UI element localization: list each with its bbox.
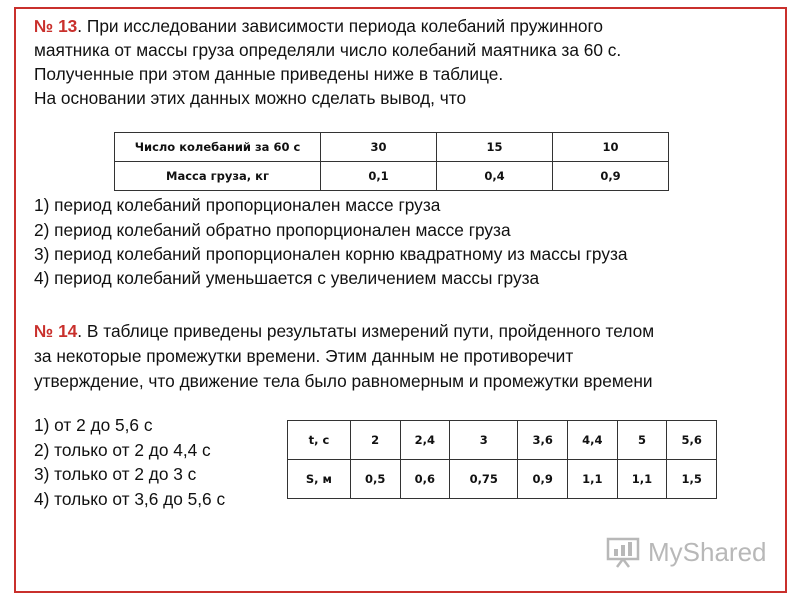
- table-row: [115, 162, 669, 191]
- q14-option-4: 4) только от 3,6 до 5,6 с: [34, 489, 226, 509]
- q13-option-3: 3) период колебаний пропорционален корню квадратному из массы груза: [34, 244, 628, 264]
- q14-data-table: [287, 420, 717, 499]
- table-cell: 1,1: [617, 460, 667, 499]
- table-cell: 4,4: [568, 421, 618, 460]
- myshared-watermark: [606, 536, 767, 568]
- table-cell: 3,6: [518, 421, 568, 460]
- table-cell: 0,9: [518, 460, 568, 499]
- q13-line-2: маятника от массы груза определяли число колебаний маятника за 60 с.: [34, 40, 622, 60]
- table-cell: 0,4: [437, 162, 553, 191]
- q13-data-table: [114, 132, 669, 191]
- table-cell: 0,5: [350, 460, 400, 499]
- q14-line-2: за некоторые промежутки времени. Этим данным не противоречит: [34, 346, 574, 366]
- table-cell: 2: [350, 421, 400, 460]
- q14-line-1: № 14. В таблице приведены результаты измерений пути, пройденного телом: [34, 321, 655, 341]
- q14-number: № 14: [34, 321, 78, 341]
- q13-line-4: На основании этих данных можно сделать вывод, что: [34, 88, 467, 108]
- table-cell: 3: [450, 421, 518, 460]
- q13-line-1: № 13. При исследовании зависимости периода колебаний пружинного: [34, 16, 604, 36]
- table-cell: 0,1: [321, 162, 437, 191]
- table-cell: 1,1: [568, 460, 618, 499]
- table-row: [288, 421, 717, 460]
- table-cell: 0,9: [553, 162, 669, 191]
- watermark-text: MyShared: [648, 536, 767, 567]
- q13-option-4: 4) период колебаний уменьшается с увеличением массы груза: [34, 268, 540, 288]
- table-cell: 2,4: [400, 421, 450, 460]
- q13-line-3: Полученные при этом данные приведены ниже в таблице.: [34, 64, 504, 84]
- table-cell-label: S, м: [288, 460, 351, 499]
- table-row: [115, 133, 669, 162]
- table-cell-label: t, с: [288, 421, 351, 460]
- q13-option-1: 1) период колебаний пропорционален массе груза: [34, 195, 441, 215]
- table-cell: 5: [617, 421, 667, 460]
- table-cell-label: Масса груза, кг: [115, 162, 321, 191]
- q14-option-1: 1) от 2 до 5,6 с: [34, 415, 153, 435]
- q14-option-2: 2) только от 2 до 4,4 с: [34, 440, 211, 460]
- table-row: [288, 460, 717, 499]
- table-cell: 10: [553, 133, 669, 162]
- table-cell: 0,75: [450, 460, 518, 499]
- q13-number: № 13: [34, 16, 78, 36]
- table-cell: 15: [437, 133, 553, 162]
- q14-line-3: утверждение, что движение тела было равномерным и промежутки времени: [34, 371, 653, 391]
- table-cell-label: Число колебаний за 60 с: [115, 133, 321, 162]
- myshared-logo-icon: [606, 536, 642, 568]
- table-cell: 5,6: [667, 421, 717, 460]
- table-cell: 0,6: [400, 460, 450, 499]
- table-cell: 30: [321, 133, 437, 162]
- q14-option-3: 3) только от 2 до 3 с: [34, 464, 197, 484]
- table-cell: 1,5: [667, 460, 717, 499]
- q13-option-2: 2) период колебаний обратно пропорционален массе груза: [34, 220, 511, 240]
